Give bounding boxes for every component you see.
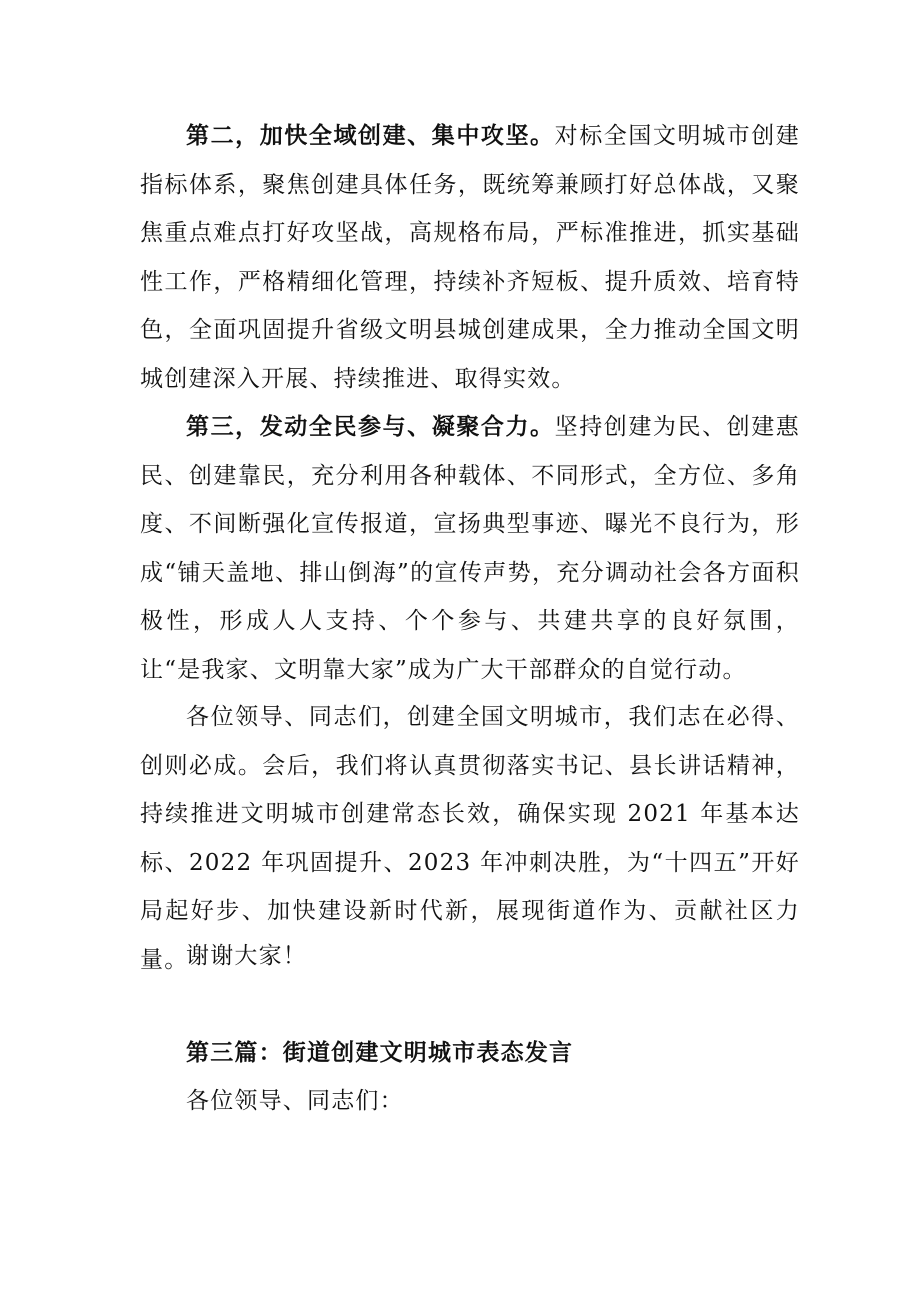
- paragraph-lead: 第二，加快全域创建、集中攻坚。: [186, 122, 555, 149]
- paragraph-body: 谢谢大家！: [186, 943, 307, 969]
- paragraph-body: 各位领导、同志们，创建全国文明城市，我们志在必得、创则必成。会后，我们将认真贯彻落实书记、县长讲话精神，持续推进文明城市创建常态长效，确保实现 2021 年基本达标、2022 年巩固提升、2023 年冲刺决胜，为“十四五”开好局起好步、加快建设新时代新，展现街道作为、贡献社区力量。: [140, 704, 800, 973]
- section-heading: 第三篇：街道创建文明城市表态发言: [186, 1039, 574, 1066]
- paragraph-lead: 第三，发动全民参与、凝聚合力。: [186, 413, 555, 440]
- paragraph-body: 坚持创建为民、创建惠民、创建靠民，充分利用各种载体、不同形式，全方位、多角度、不间断强化宣传报道，宣扬典型事迹、曝光不良行为，形成“铺天盖地、排山倒海”的宣传声势，充分调动社会各方面积极性，形成人人支持、个个参与、共建共享的良好氛围，让“是我家、文明靠大家”成为广大干部群众的自觉行动。: [140, 414, 800, 683]
- paragraph-thanks: [140, 932, 800, 981]
- salutation: 各位领导、同志们：: [186, 1088, 404, 1114]
- paragraph-body: 对标全国文明城市创建指标体系，聚焦创建具体任务，既统筹兼顾打好总体战，又聚焦重点难点打好攻坚战，高规格布局，严标准推进，抓实基础性工作，严格精细化管理，持续补齐短板、提升质效、培育特色，全面巩固提升省级文明县城创建成果，全力推动全国文明城创建深入开展、持续推进、取得实效。: [140, 123, 800, 392]
- paragraph-third-point: [140, 403, 800, 694]
- paragraph-second-point: [140, 112, 800, 403]
